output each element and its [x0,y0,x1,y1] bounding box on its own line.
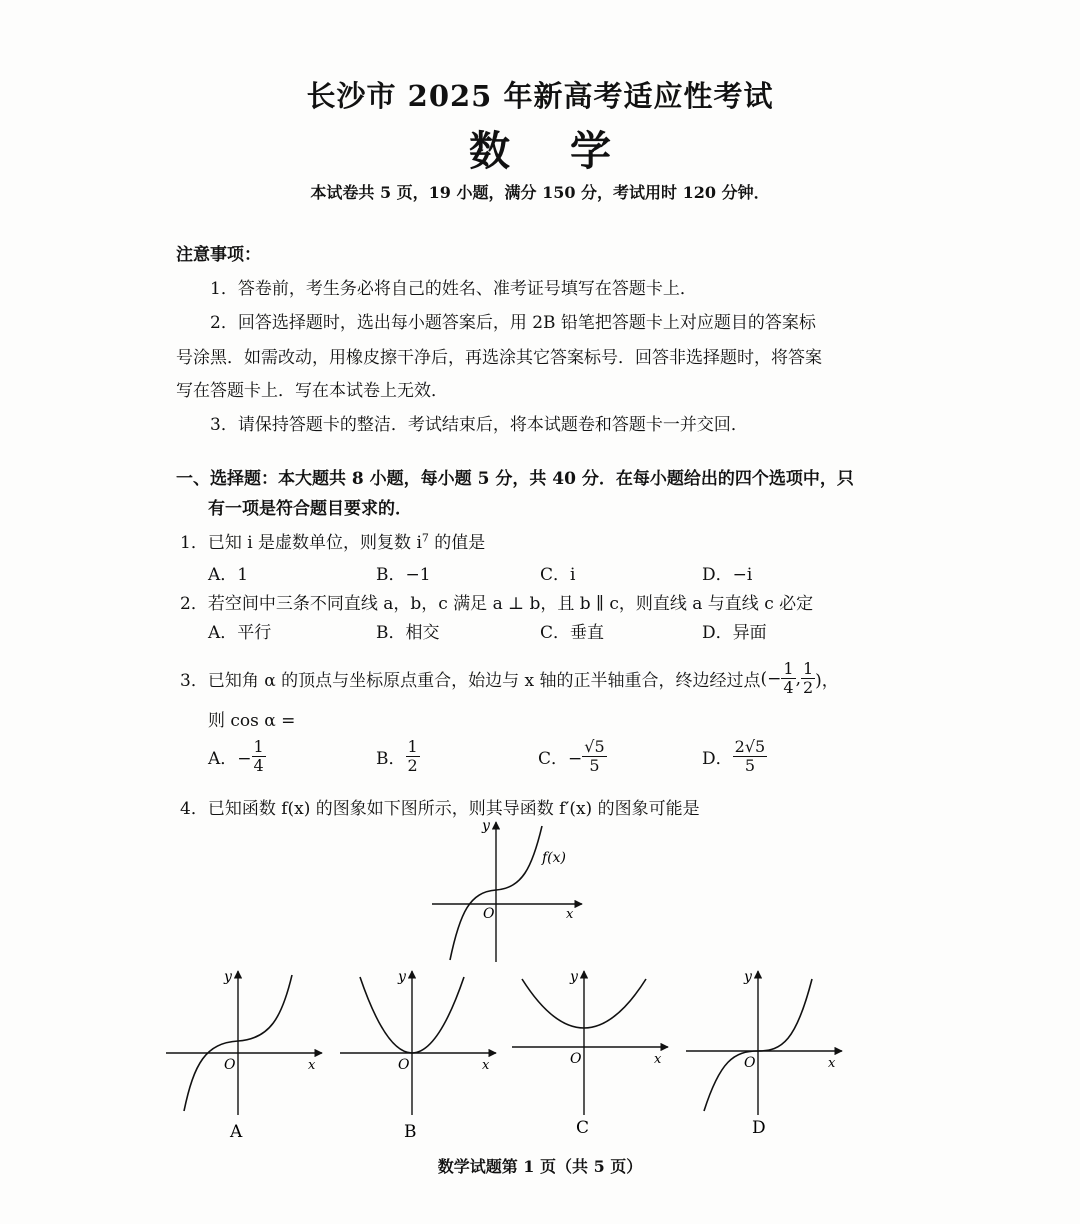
question-4-stem: 4．已知函数 f(x) 的图象如下图所示，则其导函数 f′(x) 的图象可能是 [180,799,700,819]
option-a-x-label: x [308,1058,316,1073]
option-c-label: C [576,1118,590,1138]
q2-option-d: D．异面 [702,623,767,643]
option-c-origin-label: O [570,1051,582,1067]
q3-option-b-num: 1 [407,737,418,756]
page-footer: 数学试题第 1 页（共 5 页） [437,1157,643,1176]
main-origin-label: O [483,906,495,922]
q3-option-d-fraction [733,738,768,775]
q1-option-d: D．−i [702,565,753,585]
option-a-origin-label: O [224,1057,236,1073]
q3-option-c-den: 5 [589,756,600,775]
option-a-label: A [230,1122,243,1142]
section-heading-line-2: 有一项是符合题目要求的． [208,499,412,519]
q3-line-2: 则 cos α = [208,711,296,731]
q4-option-a-graph [162,965,332,1145]
q1-option-c: C．i [540,565,576,585]
q1-option-a: A．1 [208,565,249,585]
q3-point-y-num: 1 [802,659,814,678]
q3-point-x-num: 1 [783,659,794,678]
q3-stem-text: 3．已知角 α 的顶点与坐标原点重合，始边与 x 轴的正半轴重合，终边经过点 [180,671,761,691]
option-d-x-label: x [828,1056,836,1071]
q3-option-c-num: √5 [584,737,605,756]
option-b-y-label: y [398,969,406,985]
option-a-y-label: y [224,969,232,985]
q1-exponent: 7 [421,531,429,545]
main-x-label: x [566,907,574,922]
q3-point-x-den: 4 [783,678,794,697]
q3-option-a-num: 1 [253,737,264,756]
q3-point-x-fraction [781,660,795,697]
option-b-x-label: x [482,1058,490,1073]
option-c-x-label: x [654,1052,662,1067]
exam-title: 长沙市 2025 年新高考适应性考试 [306,79,774,113]
q3-option-d-label: D． [702,749,733,769]
q3-option-a-label: A．− [208,749,252,769]
q3-point-comma: , [795,668,801,689]
option-b-origin-label: O [398,1057,410,1073]
question-3-stem [180,660,839,697]
q3-point-y-fraction [801,660,815,697]
q3-option-b-label: B． [376,749,406,769]
q3-option-c-fraction [582,738,606,775]
q1-option-b: B．−1 [376,565,431,585]
notice-title: 注意事项： [176,245,261,265]
q3-point-open: (− [760,668,782,689]
q3-point-y-den: 2 [802,678,814,697]
notice-item-3: 3．请保持答题卡的整洁．考试结束后，将本试题卷和答题卡一并交回． [210,415,748,435]
q2-option-b: B．相交 [376,623,440,643]
q2-option-a: A．平行 [208,623,272,643]
q3-option-a-fraction [252,738,266,775]
option-c-y-label: y [570,969,578,985]
q3-option-d [702,738,767,775]
q3-option-b-den: 2 [407,756,418,775]
notice-item-1: 1．答卷前，考生务必将自己的姓名、准考证号填写在答题卡上． [210,279,697,299]
q3-option-d-num: 2√5 [734,737,766,756]
option-b-label: B [404,1122,417,1142]
q3-point-close: )， [815,671,839,691]
question-1-stem [180,528,485,553]
q3-option-a [208,738,266,775]
q4-option-d-graph [682,965,852,1145]
notice-item-2-line-1: 2．回答选择题时，选出每小题答案后，用 2B 铅笔把答题卡上对应题目的答案标 [210,313,816,333]
q3-option-b-fraction [406,738,420,775]
option-d-label: D [752,1118,766,1138]
exam-intro: 本试卷共 5 页，19 小题，满分 150 分，考试用时 120 分钟． [310,183,770,202]
subject-title: 数学 [469,127,671,175]
notice-item-2-line-2: 号涂黑．如需改动，用橡皮擦干净后，再选涂其它答案标号．回答非选择题时，将答案 [176,348,822,368]
q3-option-b [376,738,420,775]
option-d-origin-label: O [744,1055,756,1071]
main-y-label: y [482,818,490,834]
q1-stem-text: 1．已知 i 是虚数单位，则复数 i [180,533,422,553]
main-curve-label: f(x) [542,850,567,866]
q3-option-c-label: C．− [538,749,583,769]
option-d-y-label: y [744,969,752,985]
q4-option-c-graph [508,965,678,1145]
q4-option-b-graph [336,965,506,1145]
q3-option-d-den: 5 [744,756,756,775]
q4-main-graph [420,812,600,970]
q2-option-c: C．垂直 [540,623,605,643]
q3-option-c [538,738,607,775]
question-2-stem: 2．若空间中三条不同直线 a，b，c 满足 a ⊥ b，且 b ∥ c，则直线 a 与直线 c 必定 [180,594,814,614]
section-heading-line-1: 一、选择题：本大题共 8 小题，每小题 5 分，共 40 分．在每小题给出的四个选项中，只 [176,469,854,489]
q1-stem-end: 的值是 [428,533,486,553]
notice-item-2-line-3: 写在答题卡上．写在本试卷上无效． [176,381,448,401]
q3-option-a-den: 4 [253,756,264,775]
